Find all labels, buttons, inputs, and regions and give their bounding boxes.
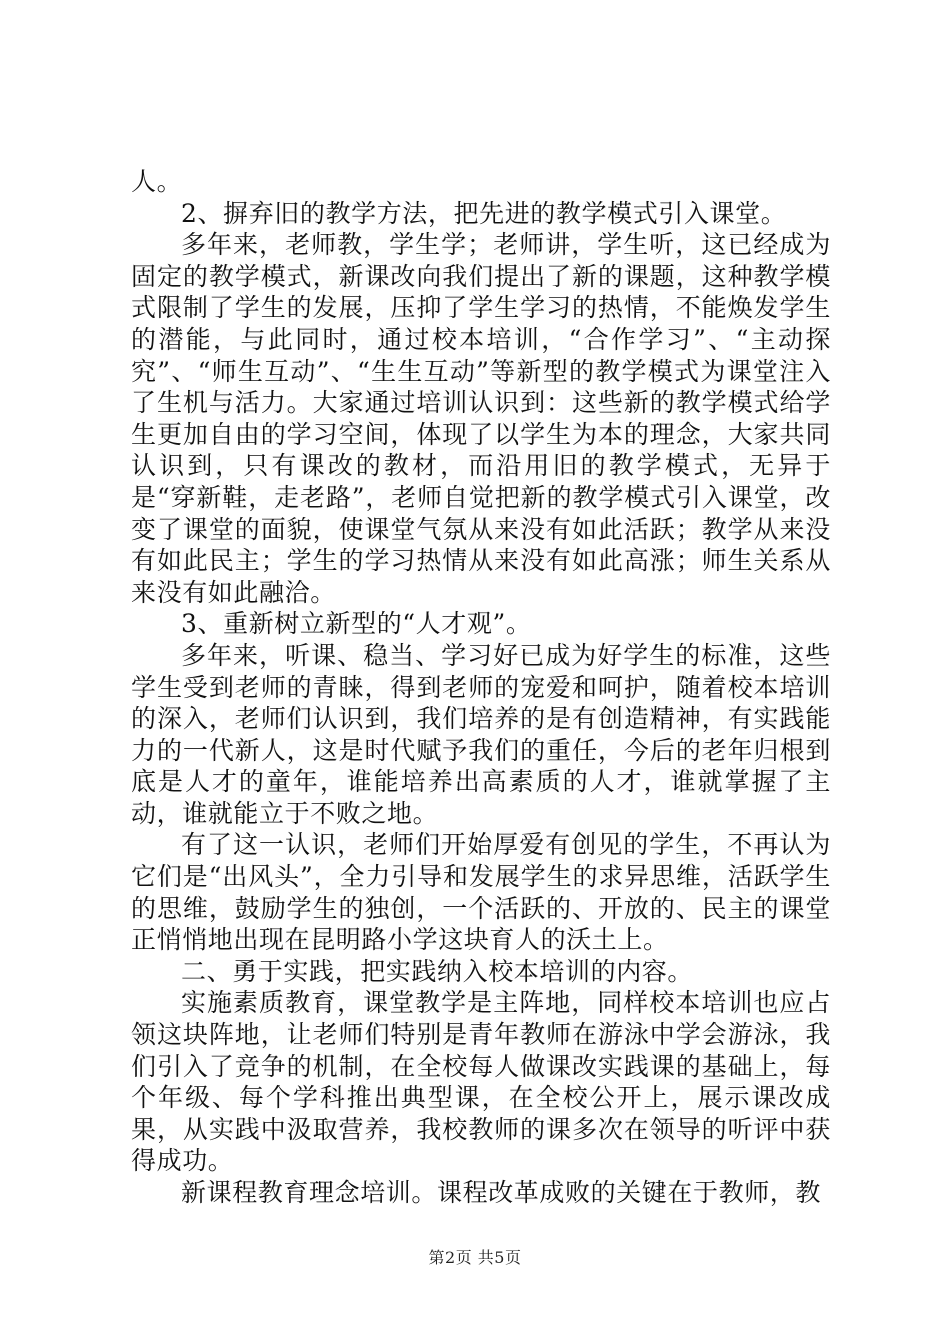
section-heading-2: 2、摒弃旧的教学方法，把先进的教学模式引入课堂。 xyxy=(181,198,787,228)
paragraph: 新课程教育理念培训。课程改革成败的关键在于教师，教 xyxy=(181,1178,822,1207)
section-heading-two: 二、勇于实践，把实践纳入校本培训的内容。 xyxy=(181,956,694,986)
paragraph-continuation: 人。 xyxy=(131,167,183,196)
section-heading-3: 3、重新树立新型的“人才观”。 xyxy=(181,609,532,639)
paragraph: 多年来，听课、稳当、学习好已成为好学生的标准，这些学生受到老师的青睐，得到老师的宠爱和呵护，随着校本培训的深入，老师们认识到，我们培养的是有创造精神，有实践能力的一代新人，这是时代赋予我们的重任，今后的老年归根到底是人才的童年，谁能培养出高素质的人才，谁就掌握了主动，谁就能立于不败之地。 xyxy=(131,640,831,828)
paragraph: 实施素质教育，课堂教学是主阵地，同样校本培训也应占领这块阵地，让老师们特别是青年教师在游泳中学会游泳，我们引入了竞争的机制，在全校每人做课改实践课的基础上，每个年级、每个学科推出典型课，在全校公开上，展示课改成果，从实践中汲取营养，我校教师的课多次在领导的听评中获得成功。 xyxy=(131,988,831,1176)
paragraph: 多年来，老师教，学生学；老师讲，学生听，这已经成为固定的教学模式，新课改向我们提出了新的课题，这种教学模式限制了学生的发展，压抑了学生学习的热情，不能焕发学生的潜能，与此同时，通过校本培训，“合作学习”、“主动探究”、“师生互动”、“生生互动”等新型的教学模式为课堂注入了生机与活力。大家通过培训认识到：这些新的教学模式给学生更加自由的学习空间，体现了以学生为本的理念，大家共同认识到，只有课改的教材，而沿用旧的教学模式，无异于是“穿新鞋，走老路”，老师自觉把新的教学模式引入课堂，改变了课堂的面貌，使课堂气氛从来没有如此活跃；教学从来没有如此民主；学生的学习热情从来没有如此高涨；师生关系从来没有如此融洽。 xyxy=(131,230,831,607)
page-number-footer: 第2页 共5页 xyxy=(428,1248,522,1267)
paragraph: 有了这一认识，老师们开始厚爱有创见的学生，不再认为它们是“出风头”，全力引导和发展学生的求异思维，活跃学生的思维，鼓励学生的独创，一个活跃的、开放的、民主的课堂正悄悄地出现在昆明路小学这块育人的沃土上。 xyxy=(131,830,831,955)
document-body xyxy=(131,166,831,1209)
